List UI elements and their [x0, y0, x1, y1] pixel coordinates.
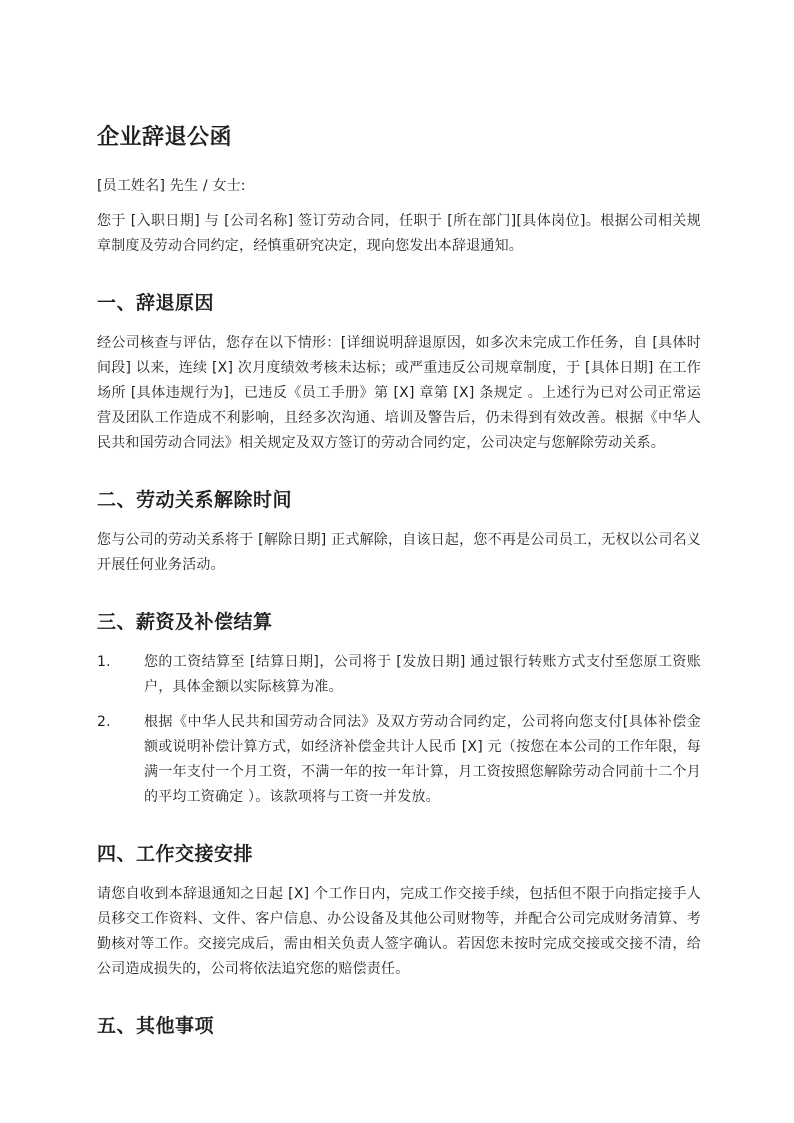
section-paragraph-handover: 请您自收到本辞退通知之日起 [X] 个工作日内，完成工作交接手续，包括但不限于向指定接手人员移交工作资料、文件、客户信息、办公设备及其他公司财物等，并配合公司完成财务清算、考勤核对等工作。交接完成后，需由相关负责人签字确认。若因您未按时完成交接或交接不清，给公司造成损失的，公司将依法追究您的赔偿责任。 [97, 886, 701, 977]
list-item [97, 650, 701, 700]
section-heading-reason: 一、辞退原因 [97, 292, 215, 314]
list-item-text: 您的工资结算至 [结算日期]，公司将于 [发放日期] 通过银行转账方式支付至您原工资账户，具体金额以实际核算为准。 [144, 654, 701, 695]
intro-paragraph: 您于 [入职日期] 与 [公司名称] 签订劳动合同，任职于 [所在部门][具体岗位]。根据公司相关规章制度及劳动合同约定，经慎重研究决定，现向您发出本辞退通知。 [97, 213, 701, 254]
list-item [97, 710, 701, 810]
list-item-number: 2. [97, 714, 111, 730]
section-heading-settlement: 三、薪资及补偿结算 [97, 611, 273, 633]
salutation: [员工姓名] 先生 / 女士: [97, 178, 246, 194]
section-paragraph-termination-time: 您与公司的劳动关系将于 [解除日期] 正式解除，自该日起，您不再是公司员工，无权以公司名义开展任何业务活动。 [97, 532, 701, 573]
document-page [97, 118, 701, 1054]
section-heading-other: 五、其他事项 [97, 1015, 215, 1037]
section-paragraph-reason: 经公司核查与评估，您存在以下情形：[详细说明辞退原因，如多次未完成工作任务，自 [具体时间段] 以来，连续 [X] 次月度绩效考核未达标；或严重违反公司规章制度，于 [具体日期] 在工作场所 [具体违规行为]，已违反《员工手册》第 [X] 章第 [X] 条规定 。上述行为已对公司正常运营及团队工作造成不利影响，且经多次沟通、培训及警告后，仍未得到有效改善。根据《中华人民共和国劳动合同法》相关规定及双方签订的劳动合同约定，公司决定与您解除劳动关系。 [97, 335, 701, 451]
settlement-list [97, 650, 701, 810]
list-item-text: 根据《中华人民共和国劳动合同法》及双方劳动合同约定，公司将向您支付[具体补偿金额或说明补偿计算方式，如经济补偿金共计人民币 [X] 元（按您在本公司的工作年限，每满一年支付一个月工资，不满一年的按一年计算，月工资按照您解除劳动合同前十二个月的平均工资确定 ）。该款项将与工资一并发放。 [144, 714, 701, 805]
section-heading-termination-time: 二、劳动关系解除时间 [97, 489, 293, 511]
section-heading-handover: 四、工作交接安排 [97, 843, 254, 865]
list-item-number: 1. [97, 654, 111, 670]
document-title: 企业辞退公函 [97, 125, 233, 150]
